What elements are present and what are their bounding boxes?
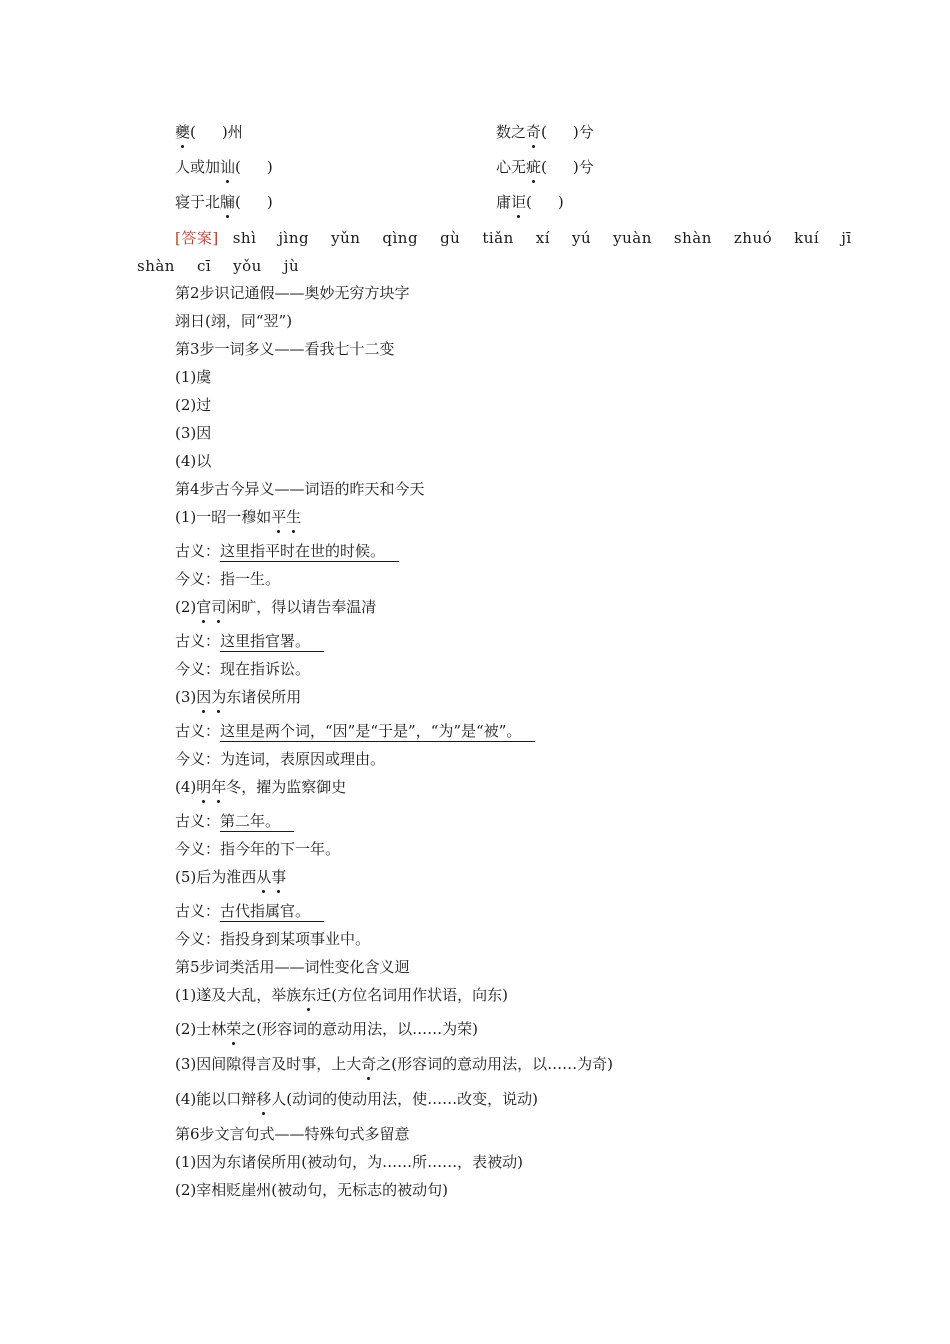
step6-item: (1)因为东诸侯所用(被动句，为……所……，表被动) (175, 1153, 523, 1171)
step2-item: 翊日(翊，同“翌”) (175, 312, 293, 330)
dotted-char: 因 (196, 688, 212, 706)
step4-gu-5: 古义：古代指属官。 (175, 901, 324, 921)
step4-jin-3: 今义：为连词，表原因或理由。 (175, 750, 386, 768)
step2-title: 第2步识记通假——奥妙无穷方块字 (175, 284, 410, 302)
dotted-char: 疵 (526, 158, 542, 176)
dotted-char: 奇 (526, 123, 542, 141)
dotted-char: 讵 (511, 193, 527, 211)
step5-title: 第5步词类活用——词性变化含义迥 (175, 958, 410, 976)
step4-gu-3: 古义：这里是两个词，“因”是“于是”，“为”是“被”。 (175, 721, 535, 741)
step5-item-4: (4)能以口辩移人(动词的使动用法，使……改变，说动) (175, 1090, 538, 1108)
step4-gu-4: 古义：第二年。 (175, 811, 294, 831)
dotted-char: 官 (196, 598, 212, 616)
exercise-row-1-right: 数之奇( )兮 (496, 123, 594, 141)
step4-title: 第4步古今异义——词语的昨天和今天 (175, 480, 425, 498)
answer-line-1: [答案] shì jìng yǔn qìng gù tiǎn xí yú yuàn shàn zhuó kuí jī (175, 229, 852, 247)
exercise-row-3-left: 寝于北牖( ) (175, 193, 273, 211)
step4-item-5: (5)后为淮西从事 (175, 868, 287, 886)
answer-line-2: shàn cī yǒu jù (137, 257, 300, 275)
step6-title: 第6步文言句式——特殊句式多留意 (175, 1125, 410, 1143)
exercise-row-2-right: 心无疵( )兮 (496, 158, 594, 176)
step6-item: (2)宰相贬崖州(被动句，无标志的被动句) (175, 1181, 448, 1199)
step4-gu-1: 古义：这里指平时在世的时候。 (175, 541, 399, 561)
exercise-row-3-right: 庸讵( ) (496, 193, 564, 211)
dotted-char: 平 (271, 508, 287, 526)
dotted-char: 从 (256, 868, 272, 886)
exercise-row-1-left: 夔( )州 (175, 123, 243, 141)
dotted-char: 生 (286, 508, 302, 526)
step4-jin-4: 今义：指今年的下一年。 (175, 840, 341, 858)
dotted-char: 讪 (220, 158, 236, 176)
step3-item: (3)因 (175, 424, 212, 442)
step5-item-2: (2)士林荣之(形容词的意动用法，以……为荣) (175, 1020, 478, 1038)
dotted-char: 年 (211, 778, 227, 796)
dotted-char: 明 (196, 778, 212, 796)
step4-jin-2: 今义：现在指诉讼。 (175, 660, 311, 678)
exercise-row-2-left: 人或加讪( ) (175, 158, 273, 176)
step5-item-1: (1)遂及大乱，举族东迁(方位名词用作状语，向东) (175, 986, 508, 1004)
step5-item-3: (3)因间隙得言及时事，上大奇之(形容词的意动用法，以……为奇) (175, 1055, 613, 1073)
step4-item-4: (4)明年冬，擢为监察御史 (175, 778, 347, 796)
step3-item: (4)以 (175, 452, 212, 470)
dotted-char: 司 (211, 598, 227, 616)
dotted-char: 东 (301, 986, 317, 1004)
answer-label: [答案] (175, 229, 219, 247)
step3-title: 第3步一词多义——看我七十二变 (175, 340, 395, 358)
dotted-char: 牖 (220, 193, 236, 211)
step3-item: (2)过 (175, 396, 212, 414)
step4-item-1: (1)一昭一穆如平生 (175, 508, 302, 526)
dotted-char: 为 (211, 688, 227, 706)
step4-item-2: (2)官司闲旷，得以请告奉温凊 (175, 598, 377, 616)
dotted-char: 夔 (175, 123, 191, 141)
step4-item-3: (3)因为东诸侯所用 (175, 688, 302, 706)
step4-jin-5: 今义：指投身到某项事业中。 (175, 930, 371, 948)
dotted-char: 荣 (226, 1020, 242, 1038)
step4-gu-2: 古义：这里指官署。 (175, 631, 324, 651)
dotted-char: 奇 (361, 1055, 377, 1073)
dotted-char: 移 (256, 1090, 272, 1108)
step4-jin-1: 今义：指一生。 (175, 570, 281, 588)
step3-item: (1)虞 (175, 368, 212, 386)
dotted-char: 事 (271, 868, 287, 886)
